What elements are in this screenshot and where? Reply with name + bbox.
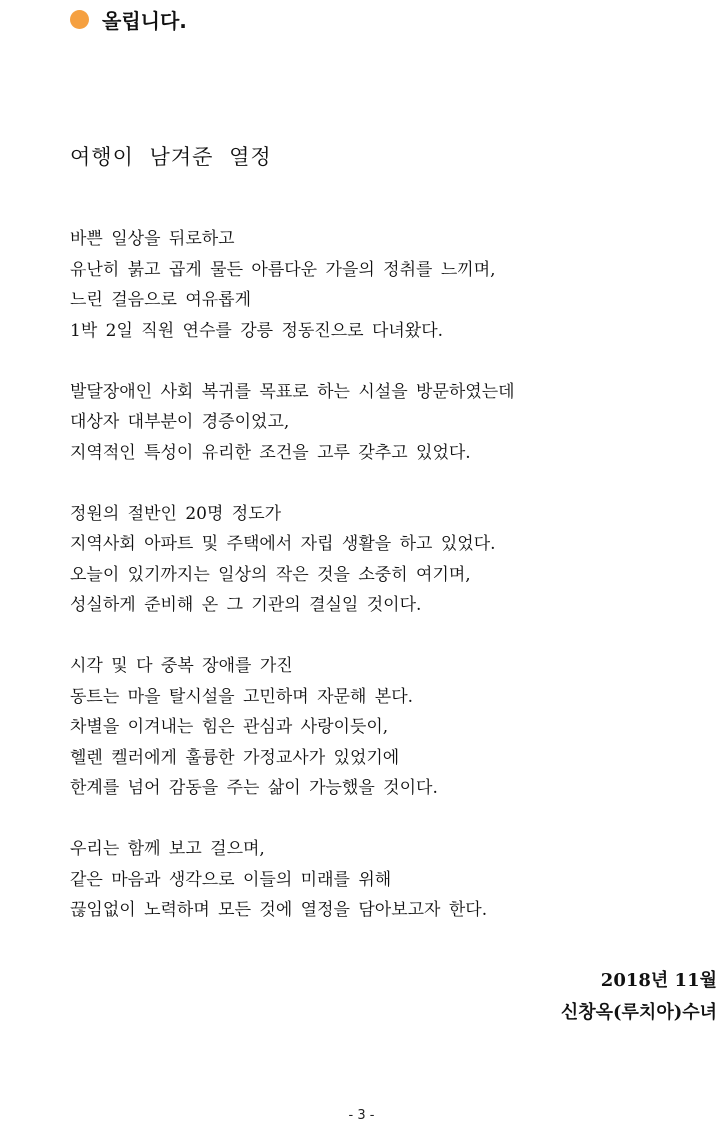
stanza-4 (70, 651, 710, 804)
text-line: 발달장애인 사회 복귀를 목표로 하는 시설을 방문하였는데 (70, 381, 515, 402)
text-line: 지역사회 아파트 및 주택에서 자립 생활을 하고 있었다. (70, 534, 496, 554)
text-line: 1박 2일 직원 연수를 강릉 정동진으로 다녀왔다. (70, 320, 444, 341)
text-line: 끊임없이 노력하며 모든 것에 열정을 담아보고자 한다. (70, 900, 488, 920)
orange-circle-bullet-icon (70, 10, 89, 29)
text-line: 유난히 붉고 곱게 물든 아름다운 가을의 정취를 느끼며, (70, 259, 496, 280)
document-title: 여행이 남겨준 열정 (70, 145, 272, 169)
text-line: 우리는 함께 보고 걸으며, (70, 839, 265, 859)
document-body (70, 224, 710, 956)
text-line: 지역적인 특성이 유리한 조건을 고루 갖추고 있었다. (70, 442, 471, 463)
section-header-title: 올립니다. (102, 8, 187, 33)
signature-block (561, 965, 717, 1029)
stanza-2 (70, 377, 710, 469)
stanza-1 (70, 224, 710, 346)
text-line: 동트는 마을 탈시설을 고민하며 자문해 본다. (70, 686, 414, 707)
text-line: 오늘이 있기까지는 일상의 작은 것을 소중히 여기며, (70, 564, 471, 585)
text-line: 성실하게 준비해 온 그 기관의 결실일 것이다. (70, 595, 422, 615)
text-line: 시각 및 다 중복 장애를 가진 (70, 656, 293, 676)
text-line: 한계를 넘어 감동을 주는 삶이 가능했을 것이다. (70, 778, 438, 798)
signature-date: 2018년 11월 (600, 970, 717, 991)
text-line: 헬렌 켈러에게 훌륭한 가정교사가 있었기에 (70, 747, 400, 768)
text-line: 바쁜 일상을 뒤로하고 (70, 229, 235, 249)
text-line: 차별을 이겨내는 힘은 관심과 사랑이듯이, (70, 717, 389, 737)
text-line: 정원의 절반인 20명 정도가 (70, 503, 282, 524)
text-line: 같은 마음과 생각으로 이들의 미래를 위해 (70, 869, 392, 890)
text-line: 느린 걸음으로 여유롭게 (70, 290, 252, 310)
text-line: 대상자 대부분이 경증이었고, (70, 412, 290, 432)
stanza-3 (70, 499, 710, 621)
section-header (70, 5, 187, 33)
page-number: - 3 - (348, 1108, 375, 1123)
signature-author: 신창옥(루치아)수녀 (560, 1002, 717, 1023)
stanza-5 (70, 834, 710, 926)
